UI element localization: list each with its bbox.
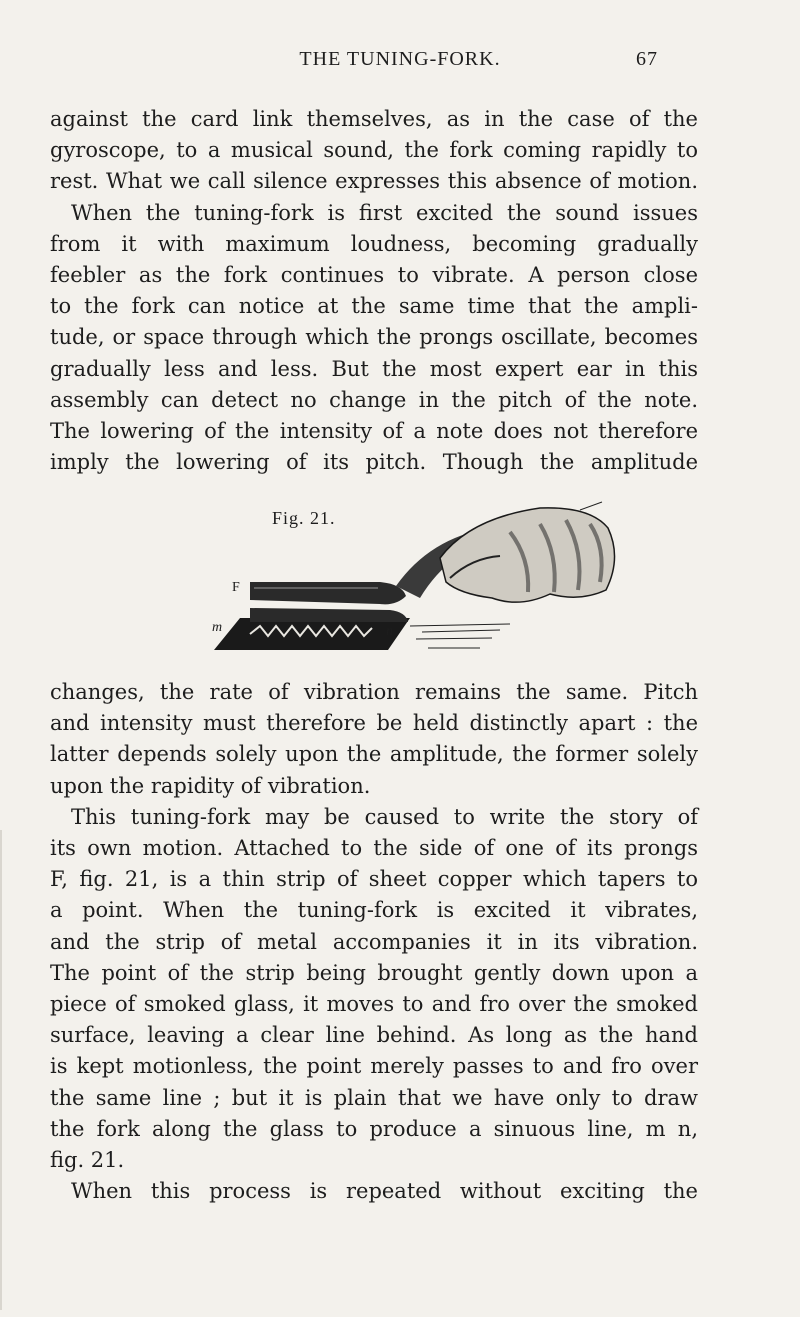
prong-lower — [250, 608, 408, 622]
text-line: against the card link themselves, as in the case of the — [50, 107, 698, 131]
text-line: and intensity must therefore be held distinctly apart : the — [50, 711, 698, 736]
text-line: The point of the strip being brought gently down upon a — [50, 960, 698, 985]
text-line: is kept motionless, the point merely passes to and fro over — [50, 1054, 698, 1079]
text-line: feebler as the fork continues to vibrate. A person close — [50, 263, 698, 288]
text-line: upon the rapidity of vibration. — [50, 773, 371, 798]
text-line: gyroscope, to a musical sound, the fork coming rapidly to — [50, 138, 698, 163]
text-block-top — [50, 104, 698, 478]
figure-caption: Fig. 21. — [272, 508, 336, 528]
running-title: THE TUNING-FORK. — [299, 48, 501, 70]
text-line: F, fig. 21, is a thin strip of sheet copper which tapers to — [50, 867, 698, 892]
figure-tuning-fork — [210, 498, 630, 668]
text-line: the fork along the glass to produce a sinuous line, m n, — [50, 1116, 698, 1141]
text-line: The lowering of the intensity of a note does not therefore — [50, 419, 698, 444]
figure-label-m: m — [212, 620, 223, 635]
text-line: imply the lowering of its pitch. Though the amplitude — [50, 450, 698, 475]
text-line: to the fork can notice at the same time that the ampli- — [50, 294, 698, 319]
prong-F — [250, 582, 406, 604]
text-line: rest. What we call silence expresses this absence of motion. — [50, 169, 698, 194]
text-line: gradually less and less. But the most expert ear in this — [50, 356, 698, 381]
text-line: changes, the rate of vibration remains the same. Pitch — [50, 680, 698, 704]
page-number: 67 — [636, 48, 658, 70]
text-line: fig. 21. — [50, 1148, 125, 1173]
text-line: assembly can detect no change in the pitch of the note. — [50, 387, 698, 412]
text-line: the same line ; but it is plain that we have only to draw — [50, 1085, 698, 1110]
text-line: a point. When the tuning-fork is excited it vibrates, — [50, 898, 698, 923]
figure-label-f: F — [232, 580, 240, 595]
text-block-bottom — [50, 677, 698, 1207]
smoked-glass-plate — [214, 618, 410, 650]
text-line: surface, leaving a clear line behind. As long as the hand — [50, 1023, 698, 1048]
page-binding-edge — [0, 830, 2, 1310]
text-line: its own motion. Attached to the side of one of its prongs — [50, 836, 698, 861]
text-line: piece of smoked glass, it moves to and fro over the smoked — [50, 992, 698, 1017]
text-line: This tuning-fork may be caused to write the story of — [71, 804, 698, 829]
running-head — [0, 48, 800, 78]
text-line: and the strip of metal accompanies it in its vibration. — [50, 929, 698, 954]
text-line: tude, or space through which the prongs oscillate, becomes — [50, 325, 698, 350]
text-line: from it with maximum loudness, becoming gradually — [50, 231, 698, 256]
figure-label-n: n — [386, 624, 393, 639]
text-line: latter depends solely upon the amplitude, the former solely — [50, 742, 698, 767]
text-line: When the tuning-fork is first excited the sound issues — [71, 200, 698, 225]
text-line: When this process is repeated without exciting the — [71, 1179, 698, 1204]
